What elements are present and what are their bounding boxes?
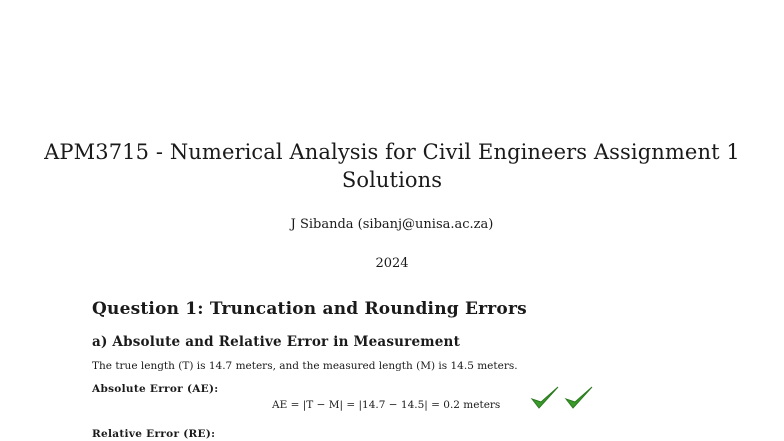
- title-line-2: Solutions: [341, 168, 443, 192]
- check-mark-icon: [532, 387, 558, 408]
- absolute-error-label: Absolute Error (AE):: [92, 383, 219, 395]
- title-line-1: APM3715 - Numerical Analysis for Civil Engineers Assignment 1: [44, 140, 740, 164]
- grading-checks: [530, 384, 596, 414]
- document-title: [0, 138, 784, 194]
- author-line: J Sibanda (sibanj@unisa.ac.za): [290, 217, 494, 232]
- relative-error-label: Relative Error (RE):: [92, 428, 216, 440]
- absolute-error-equation: AE = |T − M| = |14.7 − 14.5| = 0.2 meters: [272, 399, 501, 411]
- check-mark-icon: [566, 387, 592, 408]
- section-heading: Question 1: Truncation and Rounding Errors: [92, 299, 527, 319]
- subsection-heading: a) Absolute and Relative Error in Measurement: [92, 334, 461, 350]
- date-line: 2024: [375, 256, 409, 271]
- problem-statement: The true length (T) is 14.7 meters, and the measured length (M) is 14.5 meters.: [92, 360, 518, 372]
